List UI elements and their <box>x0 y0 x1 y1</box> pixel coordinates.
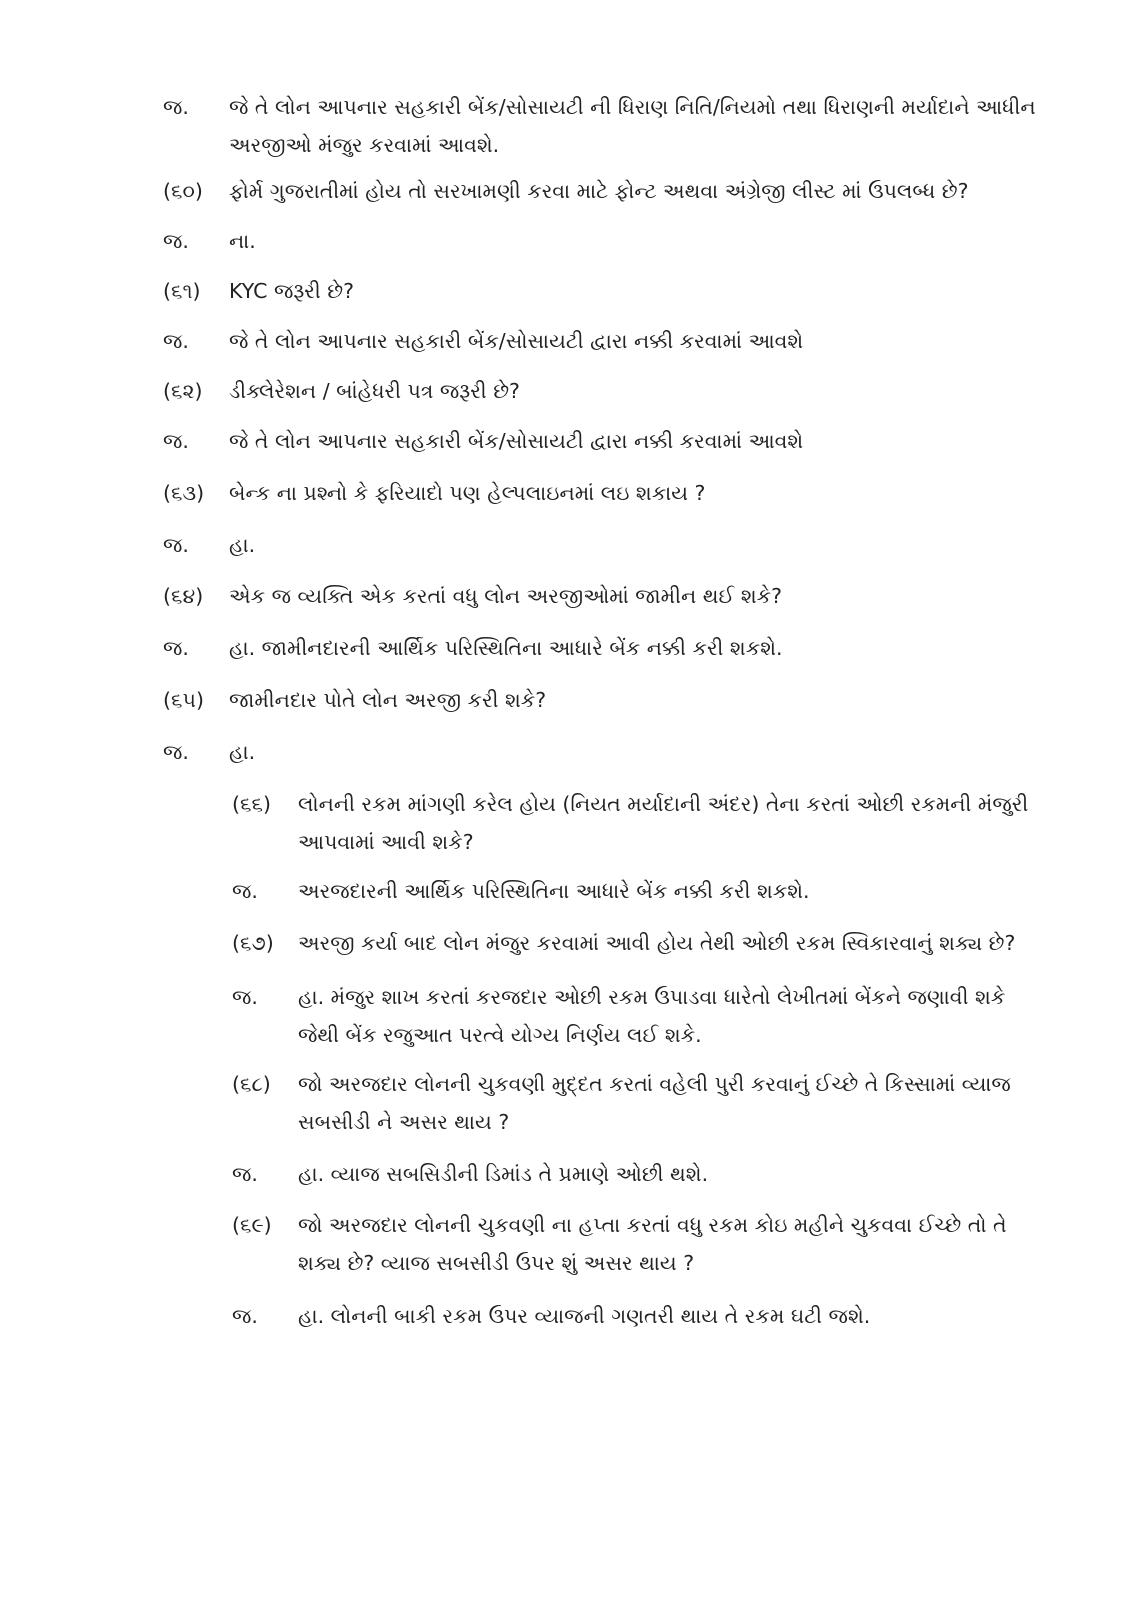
question-number: (૬૮) <box>232 1072 271 1096</box>
faq-question <box>163 272 1043 310</box>
question-text: બેન્ક ના પ્રશ્નો કે ફરિયાદો પણ હેલ્પલાઇનમાં લઇ શકાય ? <box>229 481 706 505</box>
question-text: એક જ વ્યક્તિ એક કરતાં વધુ લોન અરજીઓમાં જામીન થઈ શકે? <box>229 584 782 608</box>
answer-text: ના. <box>229 229 256 253</box>
question-text: અરજી કર્યા બાદ લોન મંજુર કરવામાં આવી હોય તેથી ઓછી રકમ સ્વિકારવાનું શક્ય છે? <box>298 931 1016 955</box>
answer-marker: જ. <box>163 636 189 660</box>
faq-question <box>163 372 1043 410</box>
faq-question <box>232 924 1052 962</box>
question-number: (૬૦) <box>163 179 203 203</box>
answer-text: હા. <box>229 740 256 764</box>
answer-marker: જ. <box>232 985 258 1009</box>
faq-answer <box>163 526 1043 564</box>
answer-marker: જ. <box>232 879 258 903</box>
answer-marker: જ. <box>232 1162 258 1186</box>
question-number: (૬૫) <box>163 688 204 712</box>
answer-text: જે તે લોન આપનાર સહકારી બેંક/સોસાયટી દ્વારા નક્કી કરવામાં આવશે <box>229 429 804 453</box>
question-text: ડીક્લેરેશન / બાંહેધરી પત્ર જરૂરી છે? <box>229 379 520 403</box>
faq-answer <box>232 978 1052 1054</box>
answer-text: અરજદારની આર્થિક પરિસ્થિતિના આધારે બેંક નક્કી કરી શકશે. <box>298 879 810 903</box>
faq-question <box>232 785 1052 861</box>
answer-marker: જ. <box>163 329 189 353</box>
answer-marker: જ. <box>163 740 189 764</box>
faq-question <box>163 681 1043 719</box>
answer-text: જે તે લોન આપનાર સહકારી બેંક/સોસાયટી દ્વારા નક્કી કરવામાં આવશે <box>229 329 804 353</box>
answer-text: હા. લોનની બાકી રકમ ઉપર વ્યાજની ગણતરી થાય તે રકમ ઘટી જશે. <box>298 1304 871 1328</box>
faq-question <box>232 1206 1052 1282</box>
faq-question <box>163 474 1043 512</box>
answer-text: જે તે લોન આપનાર સહકારી બેંક/સોસાયટી ની ધિરાણ નિતિ/નિયમો તથા ધિરાણની મર્યાદાને આધીન અરજીઓ મંજુર કરવામાં આવશે. <box>229 95 1036 157</box>
question-number: (૬૯) <box>232 1213 272 1237</box>
faq-answer <box>163 733 1043 771</box>
question-number: (૬૪) <box>163 584 204 608</box>
answer-marker: જ. <box>163 533 189 557</box>
faq-question <box>232 1065 1052 1141</box>
question-number: (૬૩) <box>163 481 205 505</box>
faq-answer <box>163 222 1043 260</box>
faq-answer <box>163 629 1043 667</box>
faq-question <box>163 577 1043 615</box>
faq-answer <box>232 1297 1052 1335</box>
question-number: (૬૭) <box>232 931 274 955</box>
question-number: (૬૨) <box>163 379 203 403</box>
faq-answer <box>163 88 1043 164</box>
answer-text: હા. વ્યાજ સબસિડીની ડિમાંડ તે પ્રમાણે ઓછી થશે. <box>298 1162 709 1186</box>
question-number: (૬૧) <box>163 279 201 303</box>
question-text: જામીનદાર પોતે લોન અરજી કરી શકે? <box>229 688 547 712</box>
faq-answer <box>163 422 1043 460</box>
question-text: લોનની રકમ માંગણી કરેલ હોય (નિયત મર્યાદાની અંદર) તેના કરતાં ઓછી રકમની મંજુરી આપવામાં આવી શકે? <box>298 792 1029 854</box>
answer-marker: જ. <box>163 229 189 253</box>
faq-answer <box>163 322 1043 360</box>
answer-text: હા. <box>229 533 256 557</box>
answer-marker: જ. <box>163 429 189 453</box>
question-text: જો અરજદાર લોનની ચુકવણી ના હપ્તા કરતાં વધુ રકમ કોઇ મહીને ચુકવવા ઈચ્છે તો તે શક્ય છે? વ્યાજ સબસીડી ઉપર શું અસર થાય ? <box>298 1213 1007 1275</box>
question-text: ફોર્મ ગુજરાતીમાં હોય તો સરખામણી કરવા માટે ફોન્ટ અથવા અંગ્રેજી લીસ્ટ માં ઉપલબ્ધ છે? <box>229 179 969 203</box>
answer-text: હા. મંજુર શાખ કરતાં કરજદાર ઓછી રકમ ઉપાડવા ધારેતો લેખીતમાં બેંકને જણાવી શકે જેથી બેંક રજુઆત પરત્વે યોગ્ય નિર્ણય લઈ શકે. <box>298 985 1006 1047</box>
answer-text: હા. જામીનદારની આર્થિક પરિસ્થિતિના આધારે બેંક નક્કી કરી શકશે. <box>229 636 783 660</box>
faq-answer <box>232 1155 1052 1193</box>
question-text: જો અરજદાર લોનની ચુકવણી મુદ્દત કરતાં વહેલી પુરી કરવાનું ઈચ્છે તે કિસ્સામાં વ્યાજ સબસીડી ને અસર થાય ? <box>298 1072 1011 1134</box>
question-number: (૬૬) <box>232 792 271 816</box>
answer-marker: જ. <box>163 95 189 119</box>
answer-marker: જ. <box>232 1304 258 1328</box>
faq-answer <box>232 872 1052 910</box>
faq-question <box>163 172 1043 210</box>
question-text: KYC જરૂરી છે? <box>229 279 354 303</box>
